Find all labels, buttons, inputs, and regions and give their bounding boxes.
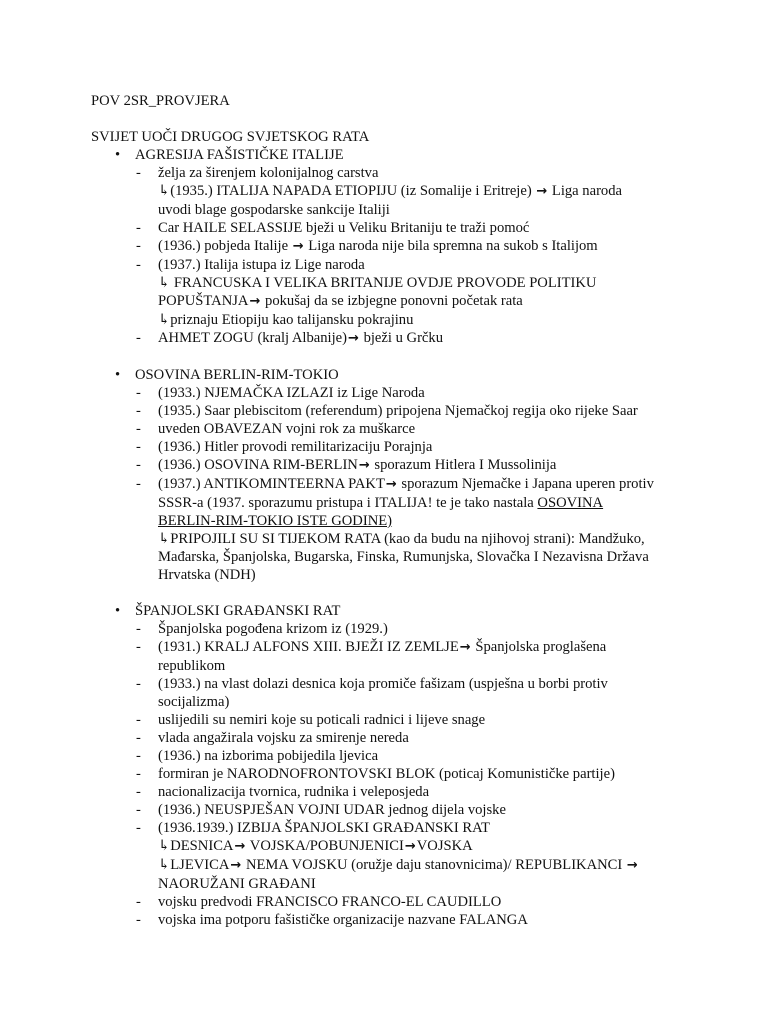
list-item-line: ↳ FRANCUSKA I VELIKA BRITANIJE OVDJE PROVODE POLITIKU [158, 275, 597, 291]
list-item-line: socijalizma) [158, 694, 230, 710]
dash-marker: - [136, 730, 141, 746]
list-item [91, 329, 751, 348]
list-item-line: (1936.) pobjeda Italije → Liga naroda nije bila spremna na sukob s Italijom [158, 238, 598, 254]
list-item [91, 164, 751, 219]
list-item-line: (1936.) OSOVINA RIM-BERLIN→ sporazum Hitlera I Mussolinija [158, 457, 557, 473]
section-title [91, 602, 751, 620]
list-item-line: (1936.1939.) IZBIJA ŠPANJOLSKI GRAĐANSKI RAT [158, 820, 490, 836]
list-item [91, 819, 751, 893]
list-item-line: (1937.) ANTIKOMINTEERNA PAKT→ sporazum Njemačke i Japana uperen protiv [158, 476, 654, 492]
arrow-icon: → [358, 458, 370, 473]
dash-marker: - [136, 257, 141, 273]
list-item-line: (1933.) na vlast dolazi desnica koja promiče fašizam (uspješna u borbi protiv [158, 676, 608, 692]
dash-marker: - [136, 220, 141, 236]
list-item-line: Hrvatska (NDH) [158, 567, 256, 583]
dash-marker: - [136, 712, 141, 728]
dash-marker: - [136, 802, 141, 818]
list-item-line: uveden OBAVEZAN vojni rok za muškarce [158, 421, 416, 437]
arrow-icon: → [404, 839, 416, 854]
bullet-icon: • [115, 367, 121, 383]
list-item-line: Mađarska, Španjolska, Bugarska, Finska, Rumunjska, Slovačka I Nezavisna Država [158, 549, 649, 565]
list-item [91, 729, 751, 747]
arrow-icon: → [385, 477, 397, 492]
dash-marker: - [136, 820, 141, 836]
list-item-line: ↳LJEVICA→ NEMA VOJSKU (oružje daju stanovnicima)/ REPUBLIKANCI → [158, 857, 638, 873]
list-item-line: vojska ima potporu fašističke organizacije nazvane FALANGA [158, 912, 528, 928]
list-item-line: (1937.) Italija istupa iz Lige naroda [158, 257, 365, 273]
dash-marker: - [136, 621, 141, 637]
list-item-line: vojsku predvodi FRANCISCO FRANCO-EL CAUDILLO [158, 894, 502, 910]
arrow-icon: → [348, 331, 359, 346]
list-item [91, 801, 751, 819]
list-item [91, 384, 751, 402]
dash-marker: - [136, 457, 141, 473]
list-item [91, 237, 751, 256]
list-item [91, 911, 751, 929]
list-item [91, 475, 751, 584]
dash-marker: - [136, 385, 141, 401]
list-item [91, 765, 751, 783]
list-item-line: republikom [158, 658, 226, 674]
list-item [91, 747, 751, 765]
section-title [91, 146, 751, 164]
dash-marker: - [136, 766, 141, 782]
bullet-icon: • [115, 603, 121, 619]
section [91, 146, 751, 348]
list-item [91, 420, 751, 438]
list-item [91, 675, 751, 711]
arrow-icon: → [234, 839, 246, 854]
list-item-line: (1936.) NEUSPJEŠAN VOJNI UDAR jednog dijela vojske [158, 802, 506, 818]
section-title-text: ŠPANJOLSKI GRAĐANSKI RAT [135, 603, 341, 619]
list-item-line: Španjolska pogođena krizom iz (1929.) [158, 621, 388, 637]
list-item [91, 456, 751, 475]
list-item-line: ↳priznaju Etiopiju kao talijansku pokrajinu [158, 312, 414, 328]
section-title-text: OSOVINA BERLIN-RIM-TOKIO [135, 367, 339, 383]
list-item [91, 711, 751, 729]
document-title: POV 2SR_PROVJERA [91, 93, 230, 109]
arrow-icon: → [230, 858, 242, 873]
dash-marker: - [136, 894, 141, 910]
section-title [91, 366, 751, 384]
section [91, 602, 751, 929]
list-item-line: (1931.) KRALJ ALFONS XIII. BJEŽI IZ ZEMLJE→ Španjolska proglašena [158, 639, 607, 655]
arrow-icon: → [626, 858, 638, 873]
arrow-icon: → [292, 239, 304, 254]
list-item-line: SSSR-a (1937. sporazumu pristupa i ITALIJA! te je tako nastala OSOVINA [158, 495, 604, 511]
arrow-icon: → [536, 184, 548, 199]
dash-marker: - [136, 238, 141, 254]
list-item [91, 256, 751, 329]
document-body [91, 92, 751, 947]
dash-marker: - [136, 748, 141, 764]
list-item [91, 620, 751, 638]
list-item-line: ↳PRIPOJILI SU SI TIJEKOM RATA (kao da budu na njihovoj strani): Mandžuko, [158, 531, 645, 547]
sections-container [91, 146, 751, 929]
list-item-line: formiran je NARODNOFRONTOVSKI BLOK (poticaj Komunističke partije) [158, 766, 615, 782]
section-title-text: AGRESIJA FAŠISTIČKE ITALIJE [135, 147, 344, 163]
list-item-line: nacionalizacija tvornica, rudnika i veleposjeda [158, 784, 430, 800]
list-item-line: POPUŠTANJA→ pokušaj da se izbjegne ponovni početak rata [158, 293, 523, 309]
list-item [91, 638, 751, 675]
list-item-line: (1935.) Saar plebiscitom (referendum) pripojena Njemačkoj regija oko rijeke Saar [158, 403, 638, 419]
list-item-line: uvodi blage gospodarske sankcije Italiji [158, 202, 390, 218]
dash-marker: - [136, 403, 141, 419]
list-item-line: želja za širenjem kolonijalnog carstva [158, 165, 379, 181]
list-item [91, 402, 751, 420]
list-item [91, 783, 751, 801]
dash-marker: - [136, 165, 141, 181]
list-item-line: AHMET ZOGU (kralj Albanije)→ bježi u Grčku [158, 330, 443, 346]
dash-marker: - [136, 639, 141, 655]
bullet-icon: • [115, 147, 121, 163]
list-item-line: ↳(1935.) ITALIJA NAPADA ETIOPIJU (iz Somalije i Eritreje) → Liga naroda [158, 183, 622, 199]
arrow-icon: → [249, 294, 261, 309]
section [91, 366, 751, 584]
list-item-line: vlada angažirala vojsku za smirenje nereda [158, 730, 409, 746]
list-item-line: (1933.) NJEMAČKA IZLAZI iz Lige Naroda [158, 385, 425, 401]
list-item [91, 893, 751, 911]
list-item [91, 438, 751, 456]
dash-marker: - [136, 330, 141, 346]
dash-marker: - [136, 439, 141, 455]
dash-marker: - [136, 912, 141, 928]
list-item-line: Car HAILE SELASSIJE bježi u Veliku Britaniju te traži pomoć [158, 220, 530, 236]
dash-marker: - [136, 784, 141, 800]
dash-marker: - [136, 421, 141, 437]
list-item-line: uslijedili su nemiri koje su poticali radnici i lijeve snage [158, 712, 486, 728]
list-item-line: (1936.) Hitler provodi remilitarizaciju Porajnja [158, 439, 433, 455]
list-item-line: (1936.) na izborima pobijedila ljevica [158, 748, 379, 764]
dash-marker: - [136, 476, 141, 492]
arrow-icon: → [459, 640, 471, 655]
list-item-line: ↳DESNICA→ VOJSKA/POBUNJENICI→VOJSKA [158, 838, 473, 854]
list-item-line: NAORUŽANI GRAĐANI [158, 876, 316, 892]
main-heading: SVIJET UOČI DRUGOG SVJETSKOG RATA [91, 129, 370, 145]
list-item [91, 219, 751, 237]
list-item-line: BERLIN-RIM-TOKIO ISTE GODINE) [158, 513, 393, 529]
dash-marker: - [136, 676, 141, 692]
